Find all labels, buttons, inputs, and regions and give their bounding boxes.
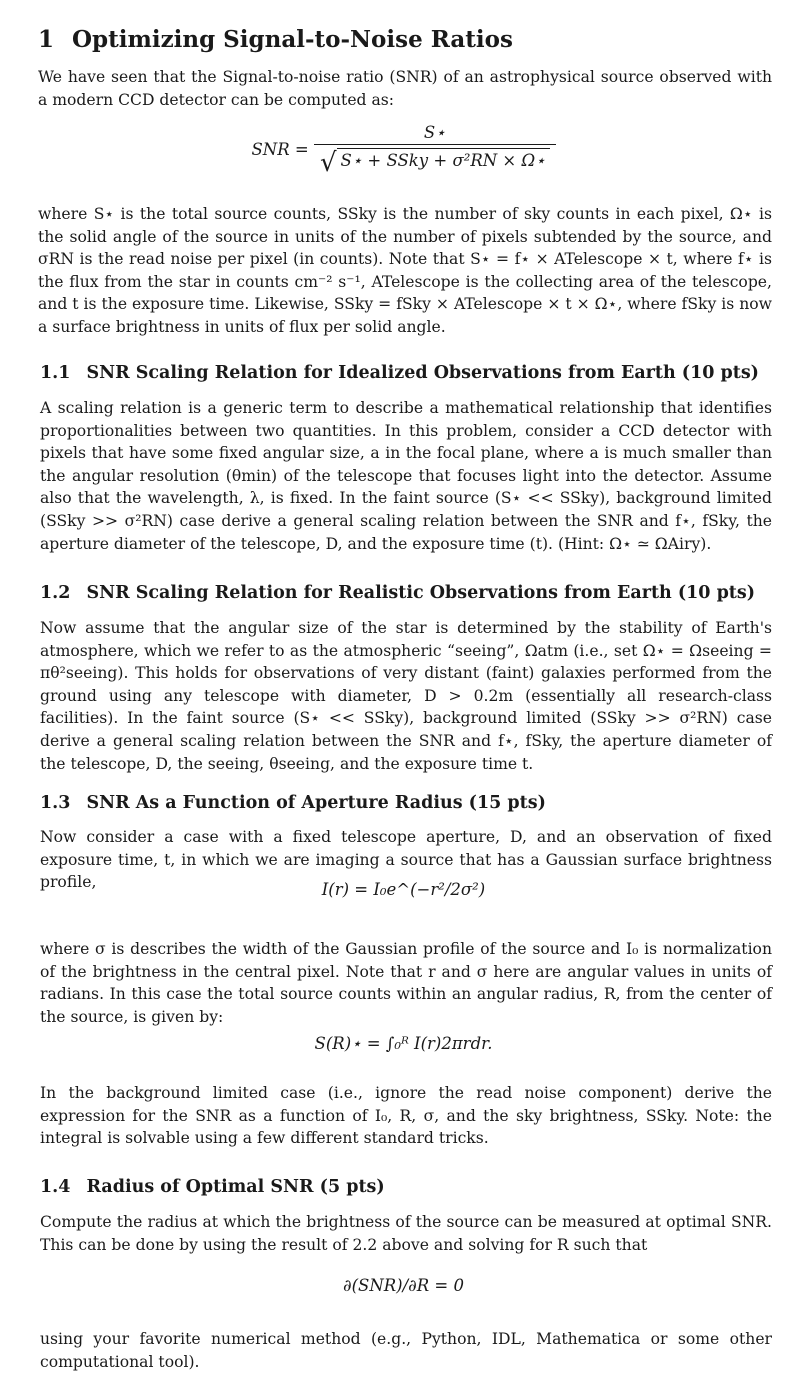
subsection-title: SNR Scaling Relation for Idealized Observations from Earth (10 pts) xyxy=(86,363,759,383)
subsection-number: 1.4 xyxy=(40,1177,71,1197)
paragraph-1-2: Now assume that the angular size of the star is determined by the stability of Earth's atmosphere, which we refer to as the atmospheric “seeing”, Ωatm (i.e., set Ω⋆ = Ωseeing = πθ²seeing). This holds for observations of very distant (faint) galaxies performed from the ground using any telescope with diameter, D > 0.2m (essentially all research-class facilities). In the faint source (S⋆ << SSky), background limited (SSky >> σ²RN) case derive a general scaling relation between the SNR and f⋆, fSky, the aperture diameter of the telescope, D, the seeing, θseeing, and the exposure time t. xyxy=(40,619,772,773)
paragraph-1-3b: where σ is describes the width of the Gaussian profile of the source and I₀ is normalization of the brightness in the central pixel. Note that r and σ here are angular values in units of radians. In this case the total source counts within an angular radius, R, from the center of the source, is given by: xyxy=(40,940,772,1026)
definitions-paragraph: where S⋆ is the total source counts, SSky is the number of sky counts in each pixel, Ω⋆ is the solid angle of the source in units of the number of pixels subtended by the source, and σRN is the read noise per pixel (in counts). Note that S⋆ = f⋆ × ATelescope × t, where f⋆ is the flux from the star in counts cm⁻² s⁻¹, ATelescope is the collecting area of the telescope, and t is the exposure time. Likewise, SSky = fSky × ATelescope × t × Ω⋆, where fSky is now a surface brightness in units of flux per solid angle. xyxy=(38,205,772,336)
snr-fraction xyxy=(314,123,556,178)
subsection-title: SNR As a Function of Aperture Radius (15 pts) xyxy=(86,793,546,813)
sqrt-symbol: √ xyxy=(319,148,337,178)
intro-paragraph: We have seen that the Signal-to-noise ratio (SNR) of an astrophysical source observed with a modern CCD detector can be computed as: xyxy=(38,68,772,109)
subsection-heading-1-4 xyxy=(40,1177,385,1197)
snr-numerator: S⋆ xyxy=(314,123,556,145)
integral-equation: S(R)⋆ = ∫₀ᴿ I(r)2πrdr. xyxy=(314,1034,493,1053)
subsection-heading-1-2 xyxy=(40,583,755,603)
section-title: Optimizing Signal-to-Noise Ratios xyxy=(72,26,513,53)
snr-denominator-wrap xyxy=(314,145,556,178)
section-heading xyxy=(38,26,513,53)
section-number: 1 xyxy=(38,26,55,53)
snr-equation xyxy=(0,123,807,178)
subsection-heading-1-3 xyxy=(40,793,546,813)
subsection-number: 1.2 xyxy=(40,583,71,603)
paragraph-1-3a: Now consider a case with a fixed telescope aperture, D, and an observation of fixed exposure time, t, in which we are imaging a source that has a Gaussian surface brightness profile, xyxy=(40,828,772,892)
subsection-number: 1.1 xyxy=(40,363,71,383)
subsection-title: SNR Scaling Relation for Realistic Observations from Earth (10 pts) xyxy=(86,583,756,603)
paragraph-1-4b: using your favorite numerical method (e.g., Python, IDL, Mathematica or some other computational tool). xyxy=(40,1330,772,1371)
paragraph-1-3c: In the background limited case (i.e., ignore the read noise component) derive the expression for the SNR as a function of I₀, R, σ, and the sky brightness, SSky. Note: the integral is solvable using a few different standard tricks. xyxy=(40,1084,772,1148)
snr-denominator: S⋆ + SSky + σ²RN × Ω⋆ xyxy=(337,148,550,170)
subsection-number: 1.3 xyxy=(40,793,71,813)
snr-equation-lhs: SNR = xyxy=(251,140,309,159)
paragraph-1-4a: Compute the radius at which the brightness of the source can be measured at optimal SNR. This can be done by using the result of 2.2 above and solving for R such that xyxy=(40,1213,772,1254)
derivative-equation: ∂(SNR)/∂R = 0 xyxy=(343,1276,464,1295)
subsection-heading-1-1 xyxy=(40,363,759,383)
gaussian-equation: I(r) = I₀e^(−r²/2σ²) xyxy=(321,880,486,899)
subsection-title: Radius of Optimal SNR (5 pts) xyxy=(86,1177,385,1197)
paragraph-1-1: A scaling relation is a generic term to describe a mathematical relationship that identifies proportionalities between two quantities. In this problem, consider a CCD detector with pixels that have some fixed angular size, a in the focal plane, where a is much smaller than the angular resolution (θmin) of the telescope that focuses light into the detector. Assume also that the wavelength, λ, is fixed. In the faint source (S⋆ << SSky), background limited (SSky >> σ²RN) case derive a general scaling relation between the SNR and f⋆, fSky, the aperture diameter of the telescope, D, and the exposure time (t). (Hint: Ω⋆ ≃ ΩAiry). xyxy=(40,399,772,553)
